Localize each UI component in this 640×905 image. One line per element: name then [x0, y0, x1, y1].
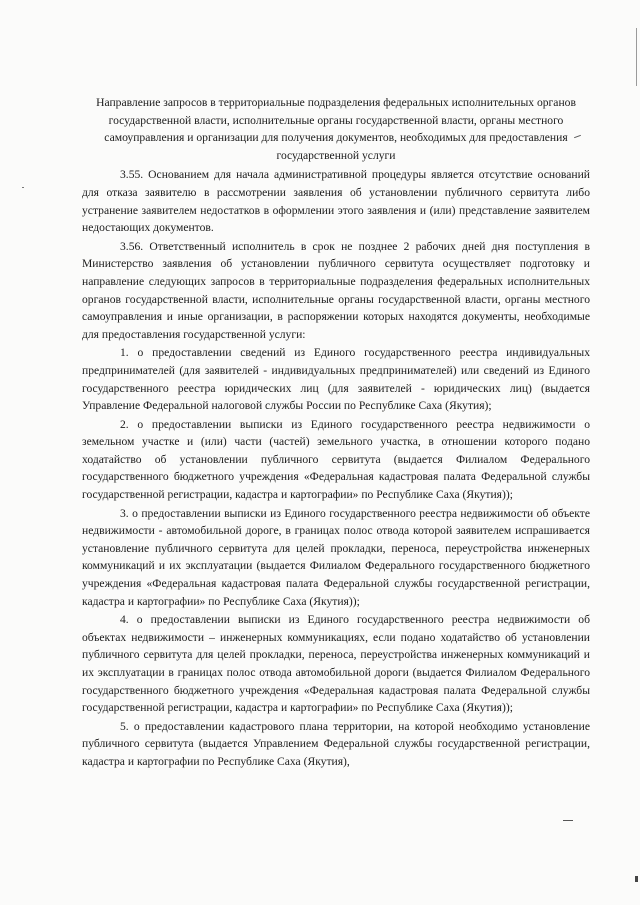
paragraph-3-56: 3.56. Ответственный исполнитель в срок не позднее 2 рабочих дней дня поступления в Министерство заявления об установлении публичного сервитута осуществляет подготовку и направление следующих запросов в территориальные подразделения федеральных исполнительных органов государственной власти, исполнительные органы государственной власти, органы местного самоуправления и иные организации, в распоряжении которых находятся документы, необходимые для предоставления государственной услуги:: [82, 239, 590, 341]
list-item-5: 5. о предоставлении кадастрового плана территории, на которой необходимо установление публичного сервитута (выдается Управлением Федеральной службы государственной регистрации, кадастра и картографии по Республике Саха (Якутия),: [82, 719, 590, 768]
list-item-3: 3. о предоставлении выписки из Единого государственного реестра недвижимости об объекте недвижимости - автомобильной дороге, в границах полос отвода которой заявителем испрашивается установление публичного сервитута для целей прокладки, переноса, переустройства инженерных коммуникаций и их эксплуатации (выдается Филиалом Федерального государственного бюджетного учреждения «Федеральная кадастровая палата Федеральной службы государственной регистрации, кадастра и картографии» по Республике Саха (Якутия));: [82, 506, 590, 608]
scan-smudge-mark: [563, 820, 573, 821]
scan-dot-mark: [22, 187, 24, 188]
document-body: [82, 94, 590, 772]
list-item-2: 2. о предоставлении выписки из Единого государственного реестра недвижимости о земельном участке и (или) части (частей) земельного участка, в отношении которого подано ходатайство об установлении публичного сервитута (выдается Филиалом Федерального государственного бюджетного учреждения «Федеральная кадастровая палата Федеральной службы государственной регистрации, кадастра и картографии» по Республике Саха (Якутия));: [82, 417, 590, 502]
section-heading: Направление запросов в территориальные подразделения федеральных исполнительных органов государственной власти, исполнительные органы государственной власти, органы местного самоуправления и организации для получения документов, необходимых для предоставления государственной услуги: [96, 96, 576, 162]
list-item-1: 1. о предоставлении сведений из Единого государственного реестра индивидуальных предпринимателей (для заявителей - индивидуальных предпринимателей) или сведений из Единого государственного реестра юридических лиц (для заявителей - юридических лиц) (выдается Управление Федеральной налоговой службы России по Республике Саха (Якутия);: [82, 346, 590, 413]
scan-corner-mark: [635, 876, 638, 882]
scan-edge-mark: [636, 28, 637, 86]
paragraph-3-55: 3.55. Основанием для начала административной процедуры является отсутствие оснований для отказа заявителю в рассмотрении заявления об установлении публичного сервитута либо устранение заявителем недостатков в оформлении этого заявления и (или) представление заявителем недостающих документов.: [82, 168, 590, 235]
list-item-4: 4. о предоставлении выписки из Единого государственного реестра недвижимости об объектах недвижимости – инженерных коммуникациях, если подано ходатайство об установлении публичного сервитута для целей прокладки, переноса, переустройства инженерных коммуникаций и их эксплуатации в границах полос отвода автомобильной дороги (выдается Филиалом Федерального государственного бюджетного учреждения «Федеральная кадастровая палата Федеральной службы государственной регистрации, кадастра и картографии» по Республике Саха (Якутия));: [82, 613, 590, 715]
